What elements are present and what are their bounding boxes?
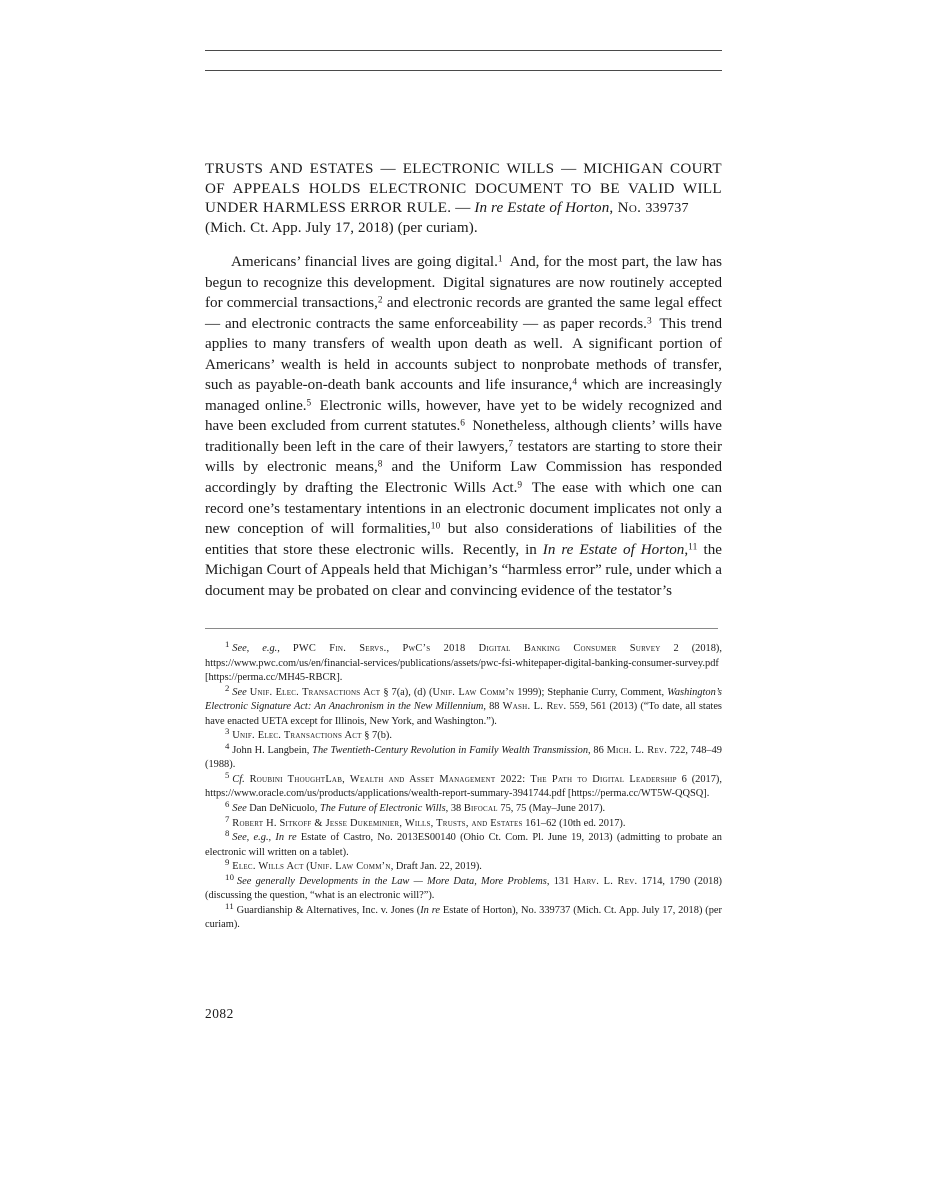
footnote-10 bbox=[205, 871, 722, 904]
title-court-date: (Mich. Ct. App. July 17, 2018) (per curiam). bbox=[205, 220, 478, 237]
footnote-number-9: 9 bbox=[225, 857, 230, 868]
footnote-3 bbox=[205, 726, 722, 744]
footnote-1-run-2: PWC Fin. Servs., PwC’s 2018 Digital Banking Consumer Survey bbox=[292, 643, 661, 654]
footnote-number-8: 8 bbox=[225, 828, 230, 839]
body-text-block bbox=[205, 252, 722, 601]
head-rule-top bbox=[205, 50, 722, 51]
footnote-10-run-0: See generally Developments in the Law — More Data, More Problems bbox=[236, 875, 547, 887]
footnote-6-run-1: Dan DeNicuolo, bbox=[246, 803, 320, 815]
footnote-7-run-0: Robert H. Sitkoff & Jesse Dukeminier, Wills, Trusts, and Estates bbox=[232, 817, 523, 829]
footnote-marker-7: 7 bbox=[508, 439, 514, 450]
footnote-2-run-5: 1999); Stephanie Curry, Comment, bbox=[514, 686, 668, 698]
title-topic: ELECTRONIC WILLS bbox=[402, 161, 555, 177]
footnote-number-1: 1 bbox=[225, 638, 230, 649]
footnote-5-run-3: 6 (2017), https://www.oracle.com/us/products/applications/wealth-report-summary-3941744.pdf [https://perma.cc/WT5W-QQSQ]. bbox=[205, 773, 722, 800]
footnote-9-run-2: Unif. Law Comm’n bbox=[309, 861, 391, 873]
footnote-2-run-7: , 88 bbox=[483, 701, 503, 713]
footnote-marker-2: 2 bbox=[377, 295, 383, 306]
footnote-11-run-1: In re bbox=[420, 904, 440, 916]
footnote-separator-rule bbox=[205, 628, 718, 629]
head-rule-bottom bbox=[205, 70, 722, 71]
footnote-6 bbox=[205, 799, 722, 817]
footnote-1-run-1: , bbox=[277, 643, 293, 654]
footnote-9-run-1: ( bbox=[303, 861, 310, 873]
footnote-marker-8: 8 bbox=[377, 459, 383, 470]
footnote-marker-9: 9 bbox=[517, 480, 523, 491]
footnote-marker-6: 6 bbox=[460, 418, 466, 429]
footnote-11 bbox=[205, 900, 722, 933]
footnote-5 bbox=[205, 769, 722, 802]
footnote-4 bbox=[205, 740, 722, 773]
body-paragraph-1 bbox=[205, 252, 722, 601]
footnote-2-run-8: Wash. L. Rev. bbox=[502, 701, 567, 713]
footnote-number-4: 4 bbox=[225, 740, 230, 751]
footnote-4-run-3: Mich. L. Rev. bbox=[606, 744, 668, 756]
case-title-heading bbox=[205, 160, 722, 239]
running-head-rules bbox=[205, 50, 722, 71]
footnote-6-run-0: See bbox=[232, 803, 247, 815]
footnote-6-run-2: The Future of Electronic Wills bbox=[319, 803, 446, 815]
footnote-3-run-1: § 7(b). bbox=[361, 730, 392, 742]
footnote-2-run-2: Unif. Elec. Transactions Act bbox=[249, 686, 381, 698]
footnote-number-6: 6 bbox=[225, 799, 230, 809]
page-number-folio: 2082 bbox=[205, 1006, 234, 1021]
bp1-s8a: Recently, in bbox=[462, 541, 543, 558]
bp1-s3: This trend applies to many transfers of wealth upon death as well. bbox=[205, 315, 723, 353]
footnote-1-run-0: See, e.g. bbox=[232, 643, 278, 654]
footnote-marker-5: 5 bbox=[306, 398, 312, 409]
bp1-s2a: Digital signatures are now routinely accepted for commercial transactions, bbox=[205, 274, 723, 312]
title-holding: MICHIGAN COURT OF APPEALS HOLDS ELECTRONIC DOCUMENT TO BE VALID WILL UNDER HARMLESS ERROR RULE. bbox=[205, 161, 722, 217]
footnote-7 bbox=[205, 813, 722, 832]
bp1-s4a: A significant portion of Americans’ wealth is held in accounts subject to nonprobate methods of transfer, such as payable-on-death bank accounts and life insurance, bbox=[205, 336, 722, 394]
title-dash-2: — bbox=[554, 161, 584, 177]
footnote-1 bbox=[205, 638, 722, 686]
page-content bbox=[205, 0, 722, 1200]
footnote-8-run-1: Estate of Castro, No. 2013ES00140 (Ohio Ct. Com. Pl. June 19, 2013) (admitting to probate an electronic will written on a tablet). bbox=[205, 832, 722, 858]
bp1-s1a: Americans’ financial lives are going digital. bbox=[231, 254, 498, 270]
bp1-s6c: and the Uniform Law Commission has responded accordingly by drafting the Electronic Wills Act. bbox=[205, 459, 723, 497]
footnote-marker-10: 10 bbox=[430, 521, 441, 532]
footnote-9-run-0: Elec. Wills Act bbox=[232, 861, 304, 873]
footnote-marker-4: 4 bbox=[572, 377, 578, 388]
footnote-4-run-2: , 86 bbox=[588, 744, 607, 756]
title-case-name: In re Estate of Horton bbox=[474, 200, 610, 217]
footnote-number-2: 2 bbox=[225, 682, 230, 693]
footnote-2-run-3: § 7(a), (d) ( bbox=[380, 686, 433, 698]
footnote-10-run-3: 1714, 1790 (2018) (discussing the question, “what is an electronic will?”). bbox=[205, 875, 722, 902]
footnote-marker-3: 3 bbox=[646, 316, 652, 327]
footnote-marker-11: 11 bbox=[688, 542, 698, 553]
footnote-8 bbox=[205, 828, 722, 860]
bp1-s1b: And, for the most part, the law has begun to recognize this development. bbox=[205, 254, 723, 291]
footnote-2-run-6: Washington’s Electronic Signature Act: An Anachronism in the New Millennium bbox=[205, 686, 722, 713]
title-dash-3: — bbox=[451, 200, 475, 217]
footnote-4-run-1: The Twentieth-Century Revolution in Family Wealth Transmission bbox=[312, 744, 589, 756]
footnote-5-run-0: Cf. bbox=[232, 773, 245, 785]
footnote-11-run-0: Guardianship & Alternatives, Inc. v. Jones ( bbox=[236, 904, 421, 916]
footnote-9 bbox=[205, 857, 722, 875]
footnote-number-3: 3 bbox=[225, 726, 230, 737]
bp1-s5a: Electronic wills, however, have yet to be widely recognized and have been excluded from current statutes. bbox=[205, 397, 722, 435]
footnote-11-run-2: Estate of Horton), No. 339737 (Mich. Ct. App. July 17, 2018) (per curiam). bbox=[205, 904, 722, 931]
footnote-10-run-1: , 131 bbox=[546, 875, 574, 887]
footnote-1-run-3: 2 (2018), https://www.pwc.com/us/en/financial-services/publications/assets/pwc-fsi-whitepaper-digital-banking-consumer-survey.pdf [https://perma.cc/MH45-RBCR]. bbox=[205, 643, 722, 684]
footnote-2 bbox=[205, 682, 722, 730]
title-subject: TRUSTS AND ESTATES bbox=[205, 161, 374, 177]
footnote-number-10: 10 bbox=[225, 871, 235, 882]
footnotes-block bbox=[205, 638, 722, 933]
footnote-marker-1: 1 bbox=[497, 254, 503, 265]
footnote-3-run-0: Unif. Elec. Transactions Act bbox=[232, 730, 362, 742]
footnote-number-5: 5 bbox=[225, 769, 230, 780]
bp1-s6a: Nonetheless, although clients’ wills have traditionally been left in the care of their lawyers, bbox=[205, 418, 722, 455]
footnote-4-run-0: John H. Langbein, bbox=[232, 744, 313, 756]
footnote-9-run-3: , Draft Jan. 22, 2019). bbox=[390, 861, 482, 873]
bp1-comma: , bbox=[684, 541, 689, 558]
footnote-7-run-1: 161–62 (10th ed. 2017). bbox=[522, 817, 626, 829]
footnote-2-run-9: 559, 561 (2013) (“To date, all states have enacted UETA except for Illinois, New York, and Washington.”). bbox=[205, 701, 722, 727]
footnote-6-run-5: 75, 75 (May–June 2017). bbox=[497, 803, 606, 815]
bp1-s7b: but also considerations of liabilities of the entities that store these electronic wills. bbox=[205, 521, 722, 558]
footnote-6-run-3: , 38 bbox=[445, 803, 464, 815]
footnote-5-run-2: Roubini ThoughtLab, Wealth and Asset Management 2022: The Path to Digital Leadership bbox=[249, 773, 677, 785]
bp1-s4b: which are increasingly managed online. bbox=[205, 377, 723, 414]
footnote-4-run-4: 722, 748–49 (1988). bbox=[205, 744, 722, 771]
bp1-s2b: and electronic records are granted the same legal effect — and electronic contracts the same enforceability — as paper records. bbox=[205, 295, 722, 332]
footnote-number-11: 11 bbox=[225, 900, 234, 911]
footnote-10-run-2: Harv. L. Rev. bbox=[573, 875, 638, 887]
title-docket-prefix: , No. bbox=[609, 200, 646, 217]
footnote-2-run-4: Unif. Law Comm’n bbox=[432, 686, 515, 698]
footnote-6-run-4: Bifocal bbox=[463, 803, 498, 815]
bp1-s7a: The ease with which one can record one’s testamentary intentions in an electronic document implicates not only a new conception of will formalities, bbox=[205, 480, 723, 538]
title-docket-number: 339737 bbox=[645, 200, 689, 217]
bp1-s8b: the Michigan Court of Appeals held that Michigan’s “harmless error” rule, under which a document may be probated on clear and convincing evidence of the testator’s bbox=[205, 541, 722, 599]
footnote-2-run-0: See bbox=[232, 686, 247, 698]
bp1-s6b: testators are starting to store their wills by electronic means, bbox=[205, 438, 722, 476]
footnote-number-7: 7 bbox=[225, 813, 230, 824]
title-dash-1: — bbox=[373, 161, 403, 177]
footnote-8-run-0: See, e.g., In re bbox=[232, 832, 297, 844]
bp1-case-citation: In re Estate of Horton bbox=[542, 541, 685, 558]
